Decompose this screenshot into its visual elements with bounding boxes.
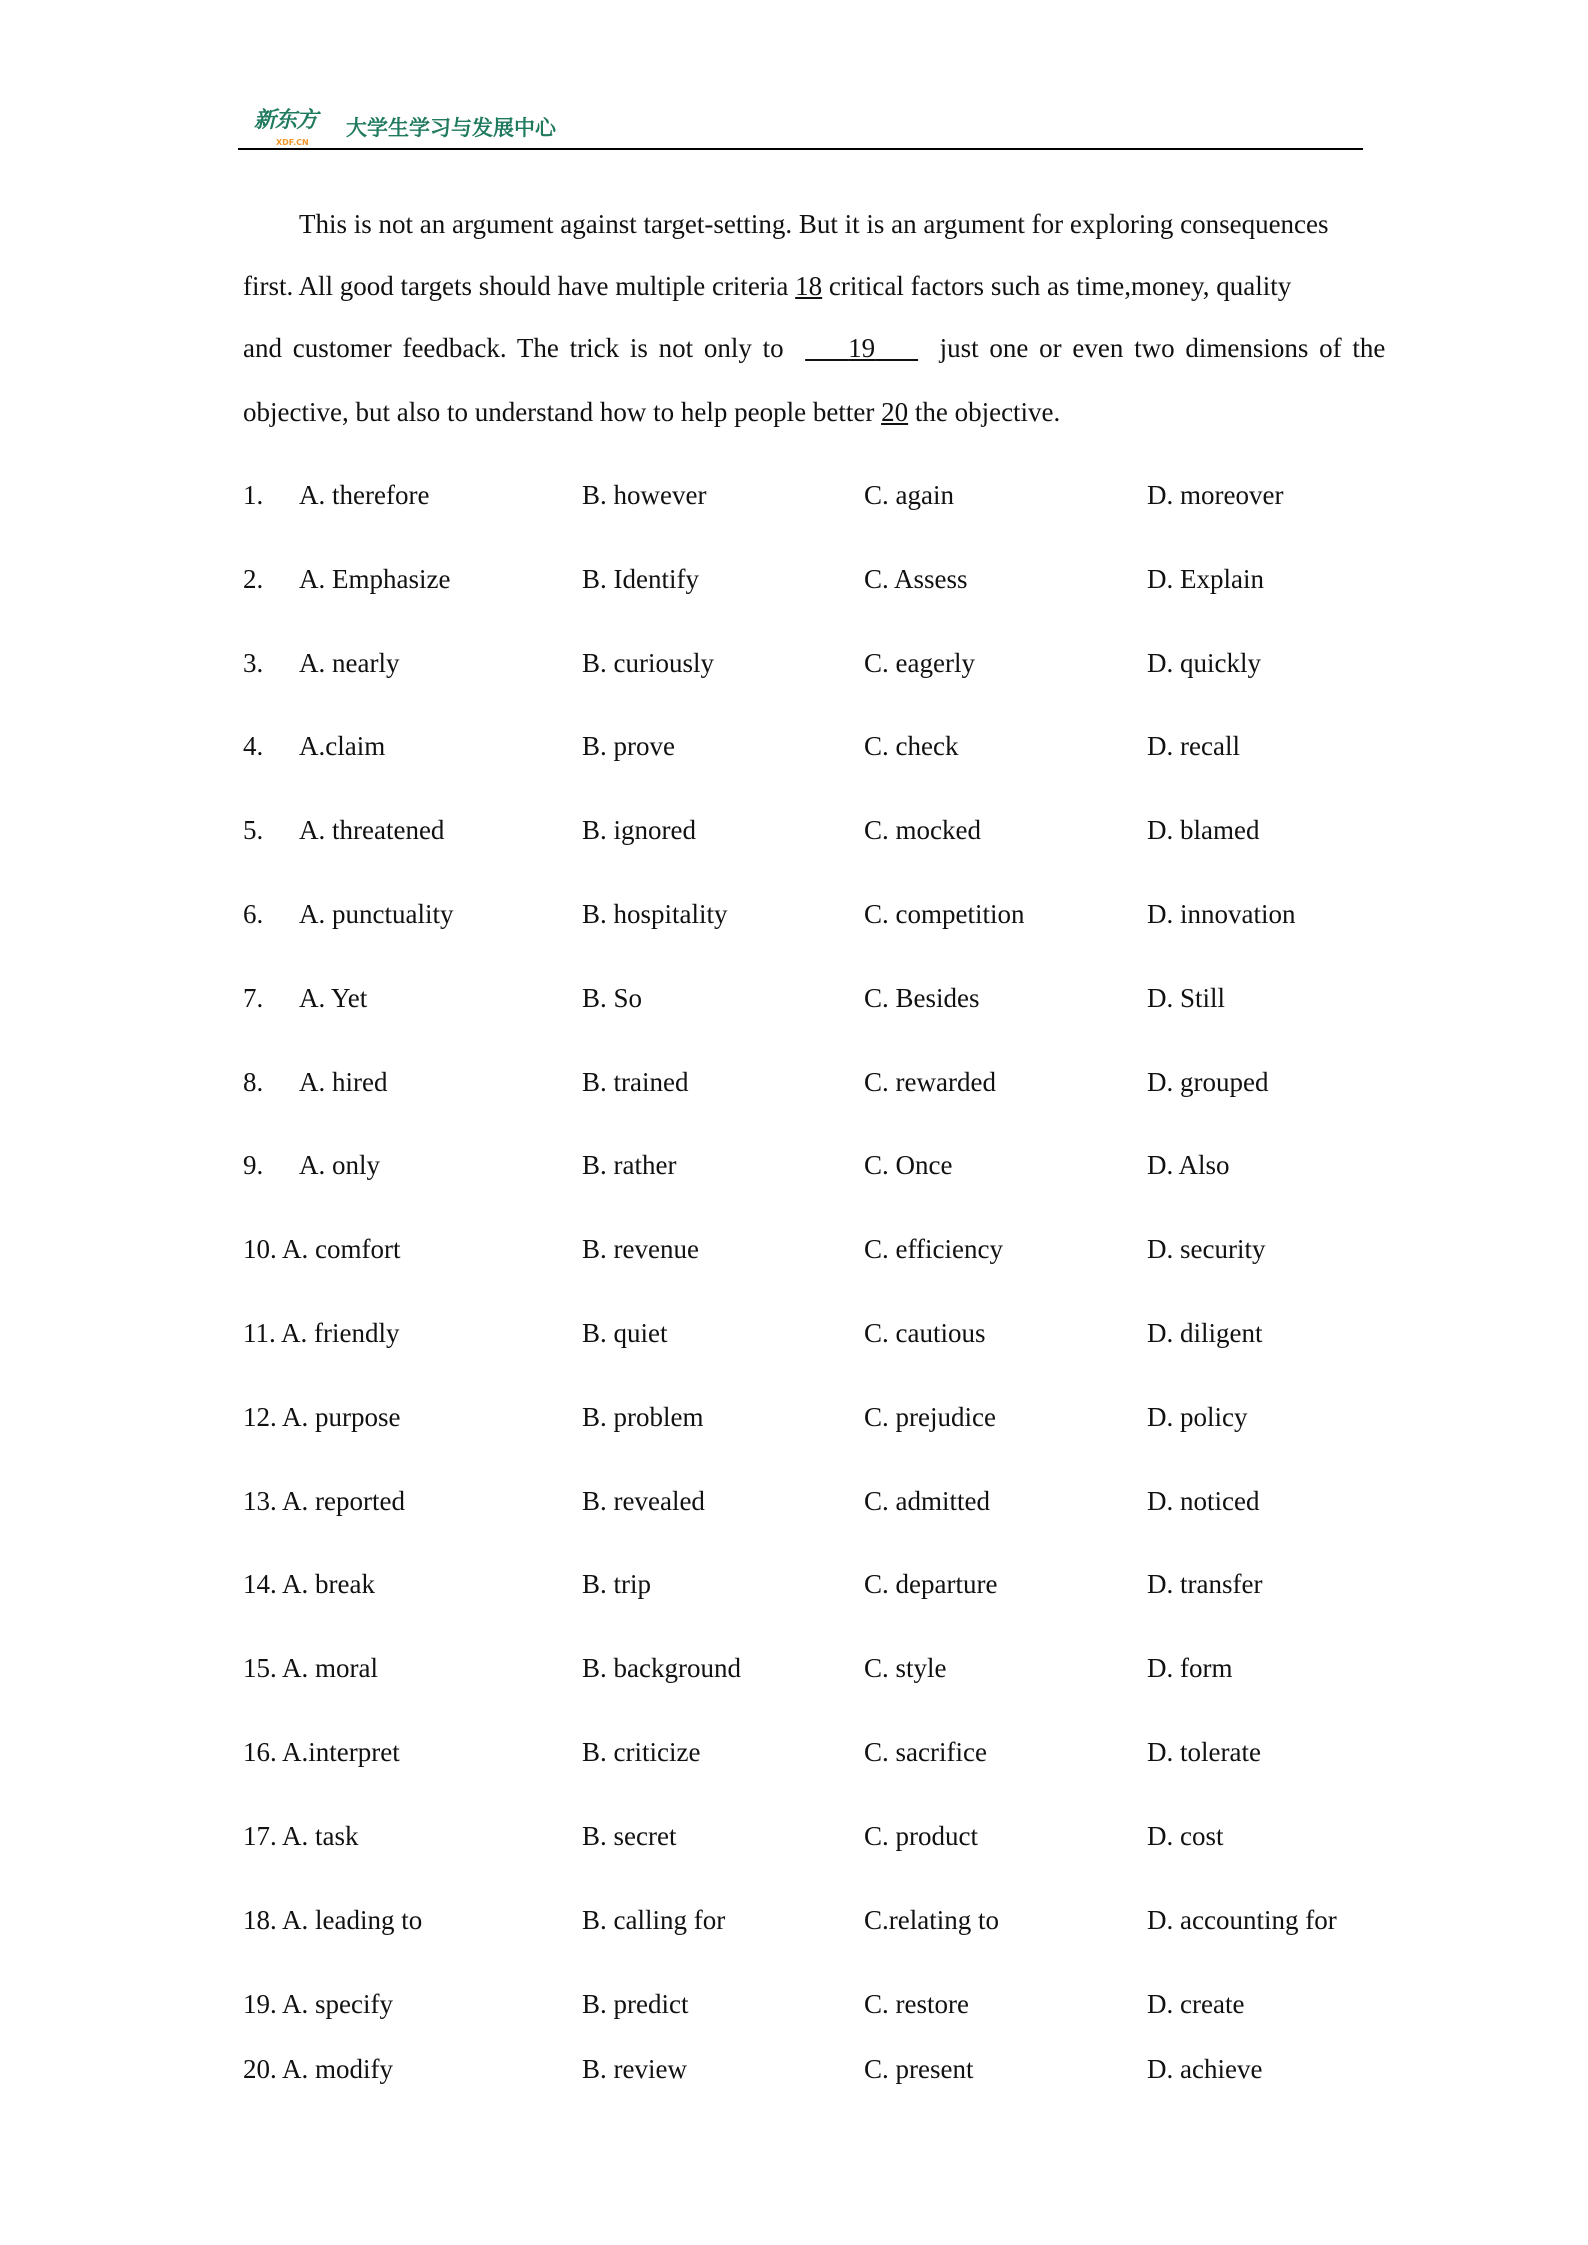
question-row xyxy=(0,478,1588,512)
blank-19 xyxy=(805,333,918,363)
option-b: B. Identify xyxy=(582,563,699,594)
option-d: D. quickly xyxy=(1147,647,1261,678)
question-row xyxy=(0,646,1588,680)
option-a: A. hired xyxy=(299,1066,388,1097)
option-b: B. So xyxy=(582,982,643,1013)
question-number-option-a: 10. A. comfort xyxy=(243,1234,401,1265)
option-c: C. efficiency xyxy=(864,1234,1003,1265)
question-number-option-a: 13. A. reported xyxy=(243,1485,405,1516)
option-d: D. accounting for xyxy=(1147,1904,1337,1935)
passage-line xyxy=(243,395,1060,429)
question-number-option-a: 20. A. modify xyxy=(243,2054,394,2084)
option-c: C. style xyxy=(864,1653,947,1684)
option-b: B. revenue xyxy=(582,1234,699,1265)
option-d: D. tolerate xyxy=(1147,1737,1261,1767)
question-row xyxy=(0,1148,1588,1182)
option-b: B. review xyxy=(582,2054,687,2084)
option-d: D. cost xyxy=(1147,1820,1224,1851)
question-row xyxy=(0,1316,1588,1350)
question-number: 7. xyxy=(243,982,264,1013)
option-a: A. Emphasize xyxy=(299,563,451,594)
question-row xyxy=(0,1484,1588,1518)
question-number-option-a: 18. A. leading to xyxy=(243,1904,423,1935)
option-b: B. trip xyxy=(582,1569,652,1600)
option-c: C. sacrifice xyxy=(864,1737,987,1767)
question-number-option-a: 11. A. friendly xyxy=(243,1318,400,1348)
question-number-option-a: 15. A. moral xyxy=(243,1653,378,1684)
option-a: A. threatened xyxy=(299,815,445,846)
option-c: C.relating to xyxy=(864,1904,999,1935)
option-b: B. secret xyxy=(582,1820,677,1851)
option-d: D. security xyxy=(1147,1234,1266,1265)
question-row xyxy=(0,1232,1588,1266)
question-row xyxy=(0,1400,1588,1434)
question-row xyxy=(0,897,1588,931)
question-row xyxy=(0,1567,1588,1601)
question-row xyxy=(0,2052,1588,2086)
option-d: D. policy xyxy=(1147,1401,1248,1432)
option-d: D. innovation xyxy=(1147,899,1296,929)
text: objective, but also to understand how to help people better xyxy=(243,397,875,427)
option-d: D. grouped xyxy=(1147,1066,1269,1097)
option-d: D. Still xyxy=(1147,982,1226,1013)
option-b: B. ignored xyxy=(582,815,696,846)
option-b: B. prove xyxy=(582,731,675,762)
question-number-option-a: 12. A. purpose xyxy=(243,1401,401,1432)
text: first. All good targets should have multiple criteria xyxy=(243,271,789,301)
option-b: B. rather xyxy=(582,1150,677,1181)
logo-chinese: 新东方 xyxy=(254,108,318,133)
option-d: D. transfer xyxy=(1147,1569,1263,1600)
question-number: 5. xyxy=(243,815,264,846)
question-number: 1. xyxy=(243,480,264,510)
option-b: B. problem xyxy=(582,1401,704,1432)
question-number: 8. xyxy=(243,1066,264,1097)
question-row xyxy=(0,729,1588,763)
question-number-option-a: 14. A. break xyxy=(243,1569,375,1600)
question-row xyxy=(0,1819,1588,1853)
option-c: C. departure xyxy=(864,1569,998,1600)
question-row xyxy=(0,1903,1588,1937)
option-c: C. Besides xyxy=(864,982,980,1013)
option-c: C. admitted xyxy=(864,1485,990,1516)
option-a: A. punctuality xyxy=(299,899,454,929)
option-d: D. form xyxy=(1147,1653,1233,1684)
option-c: C. again xyxy=(864,480,954,510)
option-c: C. competition xyxy=(864,899,1025,929)
option-b: B. curiously xyxy=(582,647,714,678)
question-row xyxy=(0,1065,1588,1099)
option-d: D. Also xyxy=(1147,1150,1230,1181)
option-c: C. check xyxy=(864,731,959,762)
option-c: C. restore xyxy=(864,1989,969,2019)
blank-number: 19 xyxy=(848,333,876,363)
question-number: 3. xyxy=(243,647,264,678)
option-d: D. Explain xyxy=(1147,563,1264,594)
header-divider xyxy=(238,148,1363,150)
option-d: D. create xyxy=(1147,1989,1245,2019)
option-a: A. Yet xyxy=(299,982,368,1013)
option-c: C. eagerly xyxy=(864,647,975,678)
blank-20: 20 xyxy=(881,397,909,427)
question-row xyxy=(0,981,1588,1015)
xdf-logo xyxy=(254,108,334,152)
question-number-option-a: 16. A.interpret xyxy=(243,1737,400,1767)
option-d: D. moreover xyxy=(1147,480,1284,510)
option-b: B. revealed xyxy=(582,1485,705,1516)
option-d: D. achieve xyxy=(1147,2054,1263,2084)
option-b: B. however xyxy=(582,480,707,510)
question-number: 9. xyxy=(243,1150,264,1181)
logo-english: XDF.CN xyxy=(276,138,309,147)
question-number: 4. xyxy=(243,731,264,762)
text: the objective. xyxy=(914,397,1061,427)
option-c: C. product xyxy=(864,1820,978,1851)
option-a: A. only xyxy=(299,1150,380,1181)
option-d: D. recall xyxy=(1147,731,1240,762)
question-number: 2. xyxy=(243,563,264,594)
option-b: B. background xyxy=(582,1653,741,1684)
option-b: B. hospitality xyxy=(582,899,728,929)
question-row xyxy=(0,1651,1588,1685)
option-b: B. trained xyxy=(582,1066,689,1097)
option-d: D. noticed xyxy=(1147,1485,1260,1516)
option-c: C. mocked xyxy=(864,815,981,846)
text: and customer feedback. The trick is not only to xyxy=(243,333,784,363)
org-name: 大学生学习与发展中心 xyxy=(346,116,556,140)
blank-18: 18 xyxy=(795,271,823,301)
question-row xyxy=(0,813,1588,847)
option-a: A. nearly xyxy=(299,647,400,678)
option-b: B. predict xyxy=(582,1989,689,2019)
option-b: B. criticize xyxy=(582,1737,701,1767)
option-c: C. rewarded xyxy=(864,1066,996,1097)
text: just one or even two dimensions of the xyxy=(939,333,1386,363)
option-c: C. prejudice xyxy=(864,1401,996,1432)
option-b: B. quiet xyxy=(582,1318,668,1348)
text: critical factors such as time,money, quality xyxy=(828,271,1292,301)
option-c: C. present xyxy=(864,2054,974,2084)
question-number-option-a: 17. A. task xyxy=(243,1820,359,1851)
option-a: A. therefore xyxy=(299,480,430,510)
passage-line: This is not an argument against target-setting. But it is an argument for exploring consequences xyxy=(299,209,1329,239)
question-row xyxy=(0,562,1588,596)
question-row xyxy=(0,1735,1588,1769)
question-number: 6. xyxy=(243,899,264,929)
option-c: C. Once xyxy=(864,1150,953,1181)
passage-line xyxy=(243,269,1291,303)
question-number-option-a: 19. A. specify xyxy=(243,1989,393,2019)
option-d: D. diligent xyxy=(1147,1318,1263,1348)
passage-line xyxy=(243,331,1385,365)
question-row xyxy=(0,1987,1588,2021)
option-b: B. calling for xyxy=(582,1904,726,1935)
option-c: C. Assess xyxy=(864,563,968,594)
option-c: C. cautious xyxy=(864,1318,986,1348)
option-a: A.claim xyxy=(299,731,386,762)
option-d: D. blamed xyxy=(1147,815,1260,846)
